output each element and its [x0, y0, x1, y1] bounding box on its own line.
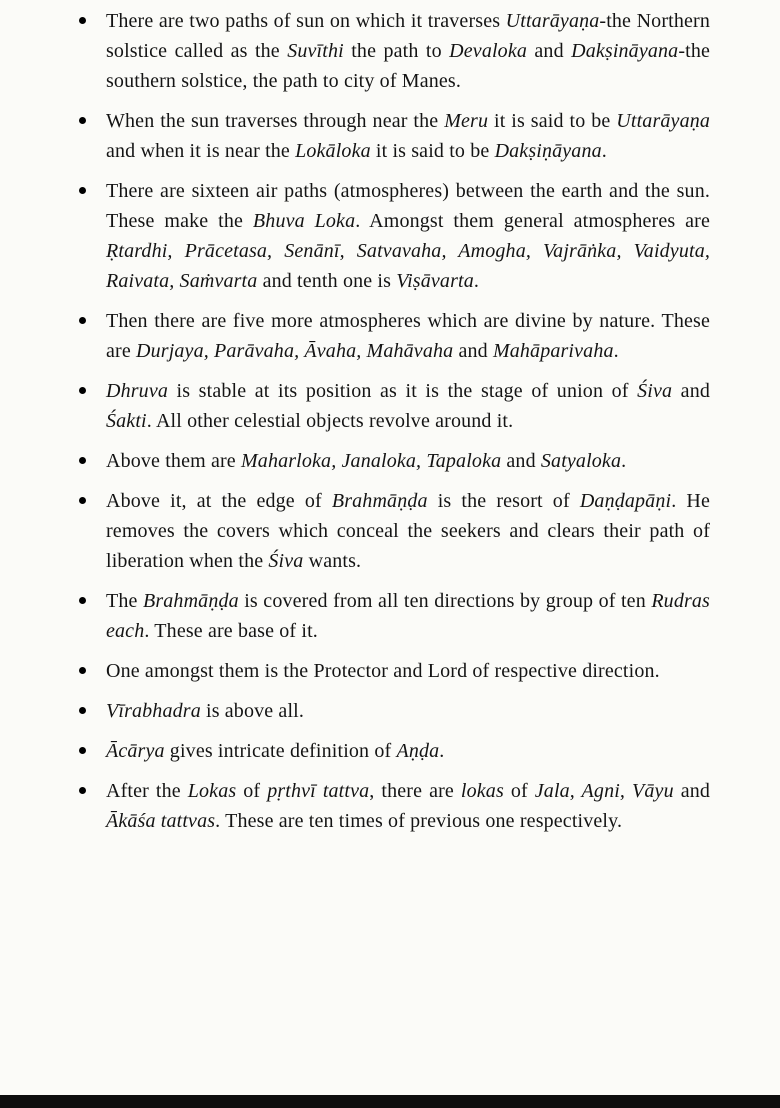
bullet-text: When the sun traverses through near the Meru it is said to be Uttarāyaṇa and when it is near the Lokāloka it is said to be Dakṣiṇāyana.	[106, 110, 711, 162]
bullet-list	[72, 6, 710, 836]
bullet-text: Above it, at the edge of Brahmāṇḍa is the resort of Daṇḍapāṇi. He removes the covers which conceal the seekers and clears their path of liberation when the Śiva wants.	[106, 490, 711, 572]
list-item	[72, 656, 710, 686]
list-item	[72, 6, 710, 96]
bullet-text: Then there are five more atmospheres which are divine by nature. These are Durjaya, Parāvaha, Āvaha, Mahāvaha and Mahāparivaha.	[106, 310, 710, 362]
bullet-text: Ācārya gives intricate definition of Aṇḍa.	[106, 740, 445, 762]
bullet-text: One amongst them is the Protector and Lord of respective direction.	[106, 660, 660, 682]
bullet-text: There are sixteen air paths (atmospheres) between the earth and the sun. These make the Bhuva Loka. Amongst them general atmospheres are Ṛtardhi, Prācetasa, Senānī, Satvavaha, Amogha, Vajrāṅka, Vaidyuta, Raivata, Saṁvarta and tenth one is Viṣāvarta.	[106, 180, 711, 292]
bullet-text: Above them are Maharloka, Janaloka, Tapaloka and Satyaloka.	[106, 450, 627, 472]
bullet-text: After the Lokas of pṛthvī tattva, there are lokas of Jala, Agni, Vāyu and Ākāśa tattvas. These are ten times of previous one respectively.	[106, 780, 711, 832]
bullet-dot-icon	[79, 497, 86, 504]
bullet-dot-icon	[79, 597, 86, 604]
list-item	[72, 376, 710, 436]
scan-edge-bottom	[0, 1095, 780, 1108]
list-item	[72, 486, 710, 576]
bullet-dot-icon	[79, 707, 86, 714]
list-item	[72, 106, 710, 166]
bullet-dot-icon	[79, 667, 86, 674]
bullet-text: Vīrabhadra is above all.	[106, 700, 305, 722]
bullet-dot-icon	[79, 17, 86, 24]
list-item	[72, 776, 710, 836]
list-item	[72, 586, 710, 646]
bullet-dot-icon	[79, 117, 86, 124]
bullet-dot-icon	[79, 387, 86, 394]
list-item	[72, 446, 710, 476]
bullet-text: Dhruva is stable at its position as it is the stage of union of Śiva and Śakti. All other celestial objects revolve around it.	[106, 380, 710, 432]
bullet-dot-icon	[79, 787, 86, 794]
bullet-text: There are two paths of sun on which it traverses Uttarāyaṇa-the Northern solstice called as the Suvīthi the path to Devaloka and Dakṣināyana-the southern solstice, the path to city of Manes.	[106, 10, 711, 92]
bullet-text: The Brahmāṇḍa is covered from all ten directions by group of ten Rudras each. These are base of it.	[106, 590, 710, 642]
bullet-dot-icon	[79, 457, 86, 464]
bullet-dot-icon	[79, 187, 86, 194]
list-item	[72, 306, 710, 366]
bullet-dot-icon	[79, 747, 86, 754]
list-item	[72, 696, 710, 726]
list-item	[72, 176, 710, 296]
bullet-dot-icon	[79, 317, 86, 324]
list-item	[72, 736, 710, 766]
